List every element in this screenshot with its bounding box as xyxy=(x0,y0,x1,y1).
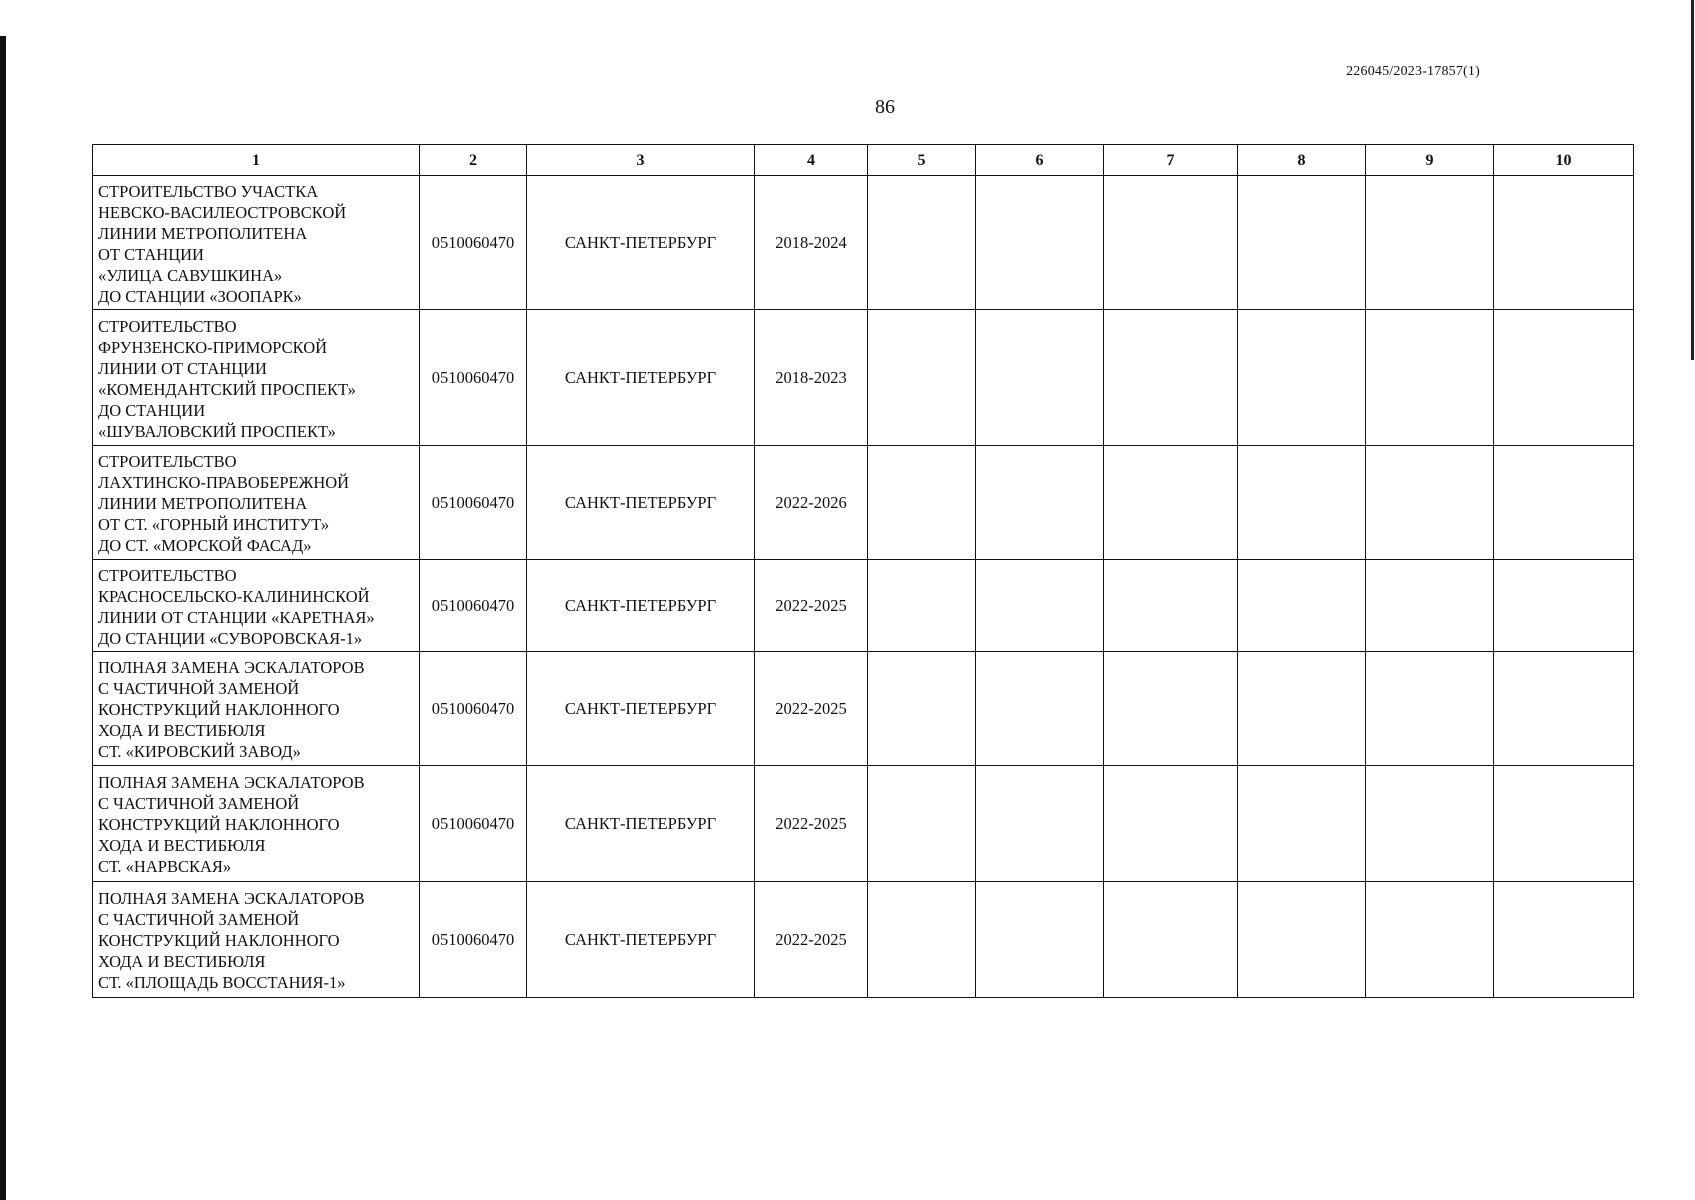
project-name-line: «УЛИЦА САВУШКИНА» xyxy=(98,265,283,285)
project-name-line: ПОЛНАЯ ЗАМЕНА ЭСКАЛАТОРОВ xyxy=(98,658,365,677)
table-row xyxy=(93,652,1634,766)
empty-cell xyxy=(1494,652,1634,766)
period-cell: 2018-2024 xyxy=(755,176,868,310)
project-name-line: ПОЛНАЯ ЗАМЕНА ЭСКАЛАТОРОВ xyxy=(98,889,365,908)
empty-cell xyxy=(1104,310,1238,446)
project-name-cell xyxy=(93,446,420,560)
empty-cell xyxy=(1494,882,1634,998)
table-row xyxy=(93,882,1634,998)
empty-cell xyxy=(976,882,1104,998)
project-name-line: ПОЛНАЯ ЗАМЕНА ЭСКАЛАТОРОВ xyxy=(98,773,365,792)
empty-cell xyxy=(1366,560,1494,652)
table-row xyxy=(93,766,1634,882)
column-header: 6 xyxy=(976,145,1104,176)
empty-cell xyxy=(1494,766,1634,882)
document-number: 226045/2023-17857(1) xyxy=(1346,64,1480,79)
empty-cell xyxy=(1238,766,1366,882)
project-name-line: «КОМЕНДАНТСКИЙ ПРОСПЕКТ» xyxy=(98,379,356,399)
empty-cell xyxy=(868,652,976,766)
empty-cell xyxy=(1238,446,1366,560)
empty-cell xyxy=(1238,882,1366,998)
empty-cell xyxy=(1494,310,1634,446)
projects-table xyxy=(92,144,1634,998)
column-header: 9 xyxy=(1366,145,1494,176)
place-cell: САНКТ-ПЕТЕРБУРГ xyxy=(527,882,755,998)
header-row xyxy=(93,145,1634,176)
project-name-line: КРАСНОСЕЛЬСКО-КАЛИНИНСКОЙ xyxy=(98,586,370,606)
empty-cell xyxy=(1366,446,1494,560)
project-name-line: ДО СТАНЦИИ «СУВОРОВСКАЯ-1» xyxy=(98,628,363,648)
empty-cell xyxy=(976,446,1104,560)
place-cell: САНКТ-ПЕТЕРБУРГ xyxy=(527,176,755,310)
code-cell: 0510060470 xyxy=(420,310,527,446)
table-row xyxy=(93,560,1634,652)
empty-cell xyxy=(1104,882,1238,998)
page-number: 86 xyxy=(875,96,895,118)
project-name-line: СТ. «НАРВСКАЯ» xyxy=(98,857,232,876)
empty-cell xyxy=(1238,176,1366,310)
place-cell: САНКТ-ПЕТЕРБУРГ xyxy=(527,446,755,560)
project-name-line: ЛИНИИ МЕТРОПОЛИТЕНА xyxy=(98,494,308,513)
project-name-line: СТ. «КИРОВСКИЙ ЗАВОД» xyxy=(98,742,301,761)
project-name-line: С ЧАСТИЧНОЙ ЗАМЕНОЙ xyxy=(98,794,300,813)
project-name-line: НЕВСКО-ВАСИЛЕОСТРОВСКОЙ xyxy=(98,202,347,222)
column-header: 8 xyxy=(1238,145,1366,176)
empty-cell xyxy=(1494,176,1634,310)
empty-cell xyxy=(868,882,976,998)
project-name-line: ЛАХТИНСКО-ПРАВОБЕРЕЖНОЙ xyxy=(98,473,350,492)
project-name-line: ХОДА И ВЕСТИБЮЛЯ xyxy=(98,952,266,971)
place-cell: САНКТ-ПЕТЕРБУРГ xyxy=(527,560,755,652)
empty-cell xyxy=(1104,766,1238,882)
code-cell: 0510060470 xyxy=(420,176,527,310)
empty-cell xyxy=(1494,560,1634,652)
project-name-line: ДО СТАНЦИИ «ЗООПАРК» xyxy=(98,286,302,306)
project-name-cell xyxy=(93,176,420,310)
project-name-line: ХОДА И ВЕСТИБЮЛЯ xyxy=(98,836,266,855)
project-name-line: С ЧАСТИЧНОЙ ЗАМЕНОЙ xyxy=(98,679,300,698)
project-name-line: «ШУВАЛОВСКИЙ ПРОСПЕКТ» xyxy=(98,421,336,441)
project-name-line: ЛИНИИ МЕТРОПОЛИТЕНА xyxy=(98,223,308,243)
project-name-line: ОТ СТ. «ГОРНЫЙ ИНСТИТУТ» xyxy=(98,515,330,534)
period-cell: 2018-2023 xyxy=(755,310,868,446)
project-name-cell xyxy=(93,766,420,882)
empty-cell xyxy=(1238,310,1366,446)
empty-cell xyxy=(1366,652,1494,766)
period-cell: 2022-2025 xyxy=(755,882,868,998)
project-name-line: ЛИНИИ ОТ СТАНЦИИ xyxy=(98,358,267,378)
project-name-cell xyxy=(93,310,420,446)
empty-cell xyxy=(1366,176,1494,310)
project-name-line: СТРОИТЕЛЬСТВО xyxy=(98,316,237,336)
table-row xyxy=(93,176,1634,310)
empty-cell xyxy=(1238,560,1366,652)
empty-cell xyxy=(868,560,976,652)
empty-cell xyxy=(1366,766,1494,882)
code-cell: 0510060470 xyxy=(420,652,527,766)
period-cell: 2022-2025 xyxy=(755,652,868,766)
scan-edge-right xyxy=(1691,0,1694,360)
project-name-line: КОНСТРУКЦИЙ НАКЛОННОГО xyxy=(98,700,340,719)
column-header: 10 xyxy=(1494,145,1634,176)
column-header: 3 xyxy=(527,145,755,176)
project-name-cell xyxy=(93,882,420,998)
empty-cell xyxy=(868,176,976,310)
table-row xyxy=(93,446,1634,560)
place-cell: САНКТ-ПЕТЕРБУРГ xyxy=(527,652,755,766)
empty-cell xyxy=(868,446,976,560)
empty-cell xyxy=(1104,446,1238,560)
place-cell: САНКТ-ПЕТЕРБУРГ xyxy=(527,766,755,882)
column-header: 7 xyxy=(1104,145,1238,176)
project-name-line: С ЧАСТИЧНОЙ ЗАМЕНОЙ xyxy=(98,910,300,929)
empty-cell xyxy=(976,652,1104,766)
empty-cell xyxy=(1366,310,1494,446)
project-name-line: СТРОИТЕЛЬСТВО xyxy=(98,565,237,585)
scan-edge-left xyxy=(0,36,6,1200)
project-name-line: ЛИНИИ ОТ СТАНЦИИ «КАРЕТНАЯ» xyxy=(98,607,375,627)
project-name-line: ФРУНЗЕНСКО-ПРИМОРСКОЙ xyxy=(98,337,328,357)
project-name-cell xyxy=(93,652,420,766)
empty-cell xyxy=(1238,652,1366,766)
empty-cell xyxy=(976,560,1104,652)
place-cell: САНКТ-ПЕТЕРБУРГ xyxy=(527,310,755,446)
project-name-cell xyxy=(93,560,420,652)
project-name-line: СТРОИТЕЛЬСТВО УЧАСТКА xyxy=(98,181,319,201)
empty-cell xyxy=(868,766,976,882)
project-name-line: КОНСТРУКЦИЙ НАКЛОННОГО xyxy=(98,815,340,834)
project-name-line: ХОДА И ВЕСТИБЮЛЯ xyxy=(98,721,266,740)
code-cell: 0510060470 xyxy=(420,882,527,998)
column-header: 2 xyxy=(420,145,527,176)
empty-cell xyxy=(976,766,1104,882)
empty-cell xyxy=(1104,176,1238,310)
period-cell: 2022-2026 xyxy=(755,446,868,560)
code-cell: 0510060470 xyxy=(420,446,527,560)
project-name-line: ДО СТ. «МОРСКОЙ ФАСАД» xyxy=(98,536,312,555)
table-row xyxy=(93,310,1634,446)
empty-cell xyxy=(1494,446,1634,560)
code-cell: 0510060470 xyxy=(420,560,527,652)
code-cell: 0510060470 xyxy=(420,766,527,882)
period-cell: 2022-2025 xyxy=(755,560,868,652)
empty-cell xyxy=(1366,882,1494,998)
column-header: 4 xyxy=(755,145,868,176)
period-cell: 2022-2025 xyxy=(755,766,868,882)
empty-cell xyxy=(976,310,1104,446)
column-header: 1 xyxy=(93,145,420,176)
empty-cell xyxy=(976,176,1104,310)
column-header: 5 xyxy=(868,145,976,176)
project-name-line: СТ. «ПЛОЩАДЬ ВОССТАНИЯ-1» xyxy=(98,973,346,992)
project-name-line: ОТ СТАНЦИИ xyxy=(98,244,204,264)
project-name-line: ДО СТАНЦИИ xyxy=(98,400,206,420)
empty-cell xyxy=(1104,560,1238,652)
project-name-line: КОНСТРУКЦИЙ НАКЛОННОГО xyxy=(98,931,340,950)
empty-cell xyxy=(1104,652,1238,766)
project-name-line: СТРОИТЕЛЬСТВО xyxy=(98,452,237,471)
empty-cell xyxy=(868,310,976,446)
